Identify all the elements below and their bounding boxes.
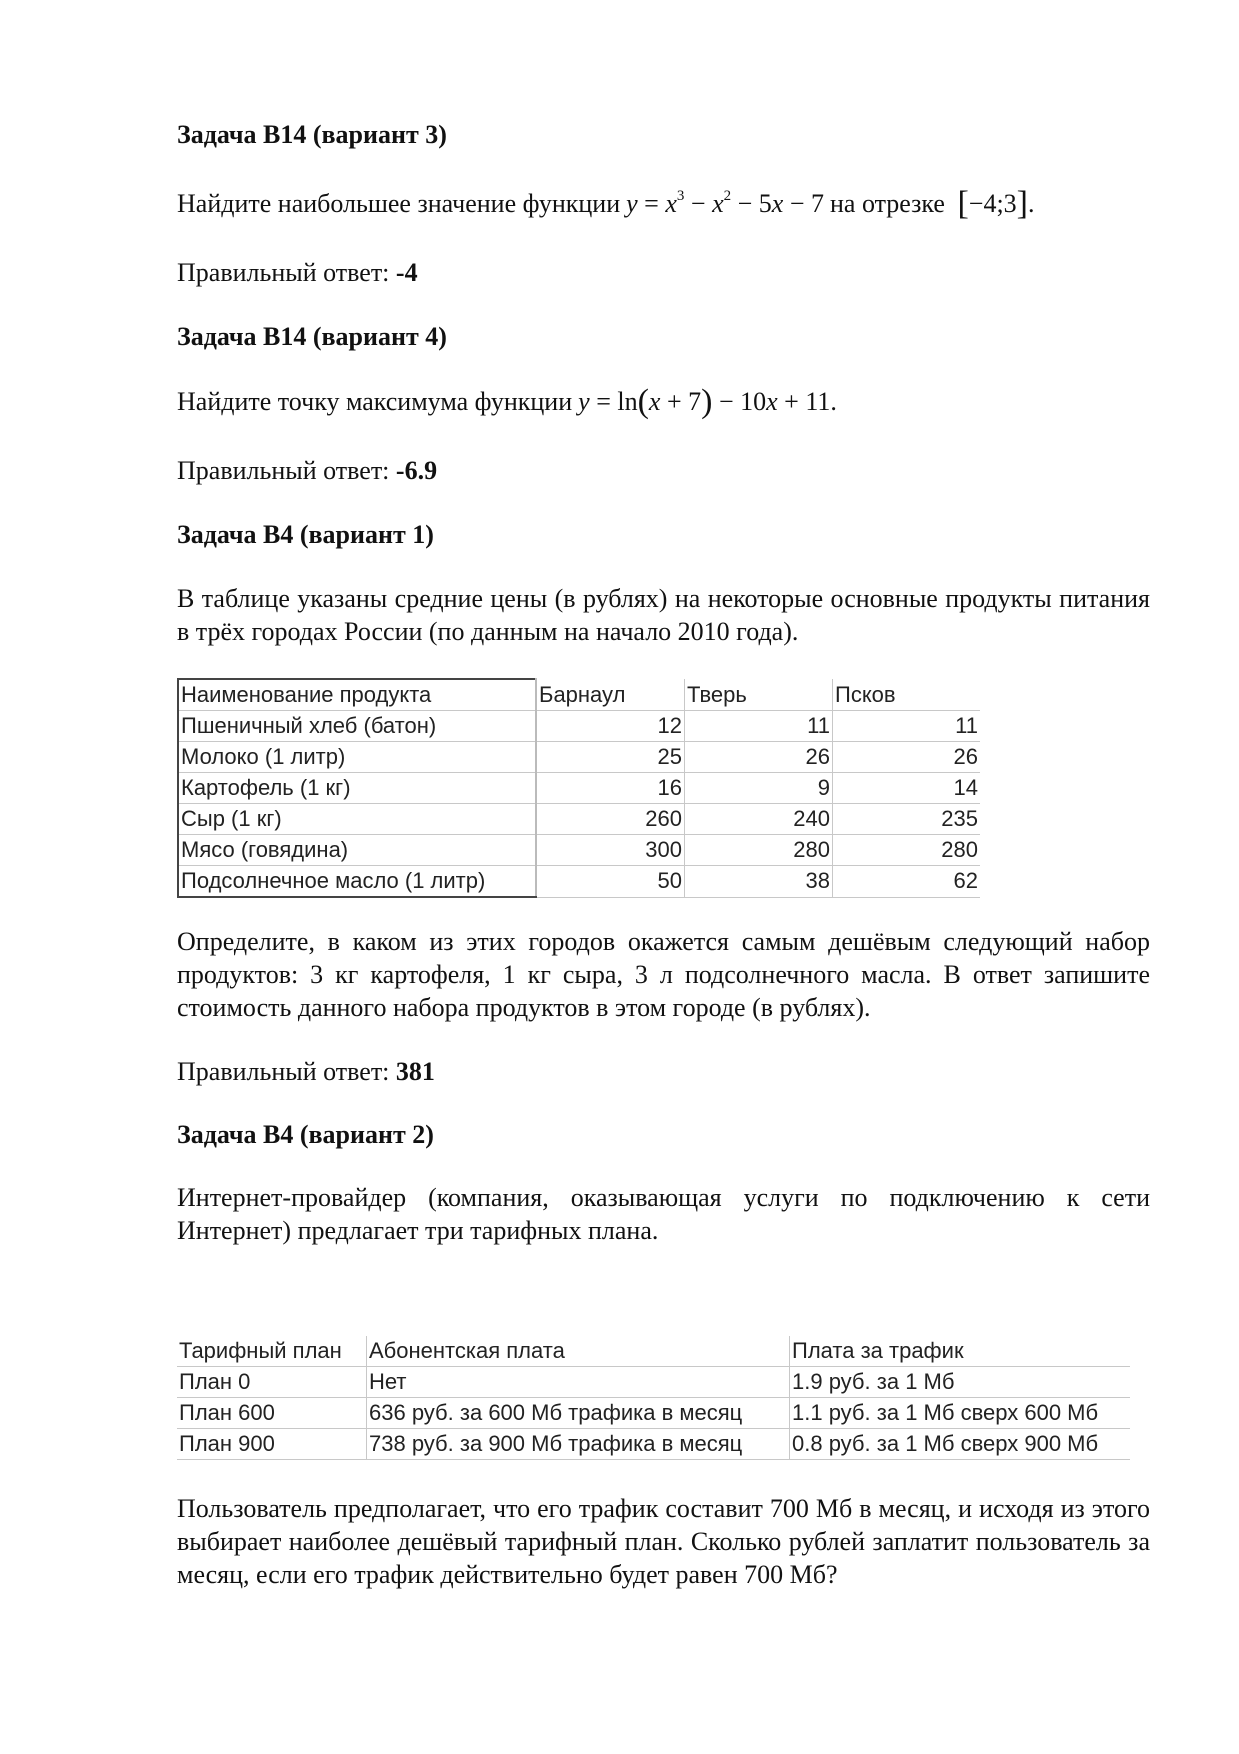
table-cell: Мясо (говядина) xyxy=(178,835,536,866)
table-cell: 14 xyxy=(833,773,981,804)
task-text xyxy=(177,186,1150,222)
answer-label: Правильный ответ: xyxy=(177,258,390,287)
answer-label: Правильный ответ: xyxy=(177,1057,390,1086)
table-cell: 11 xyxy=(833,711,981,742)
task-text-before: Найдите точку максимума функции xyxy=(177,387,573,416)
table-cell: 280 xyxy=(833,835,981,866)
task-question: Определите, в каком из этих городов окажется самым дешёвым следующий набор продуктов: 3 кг картофеля, 1 кг сыра, 3 л подсолнечного масла. В ответ запишите стоимость данного набора продуктов в этом городе (в рублях). xyxy=(177,927,1150,1022)
task-heading: Задача B4 (вариант 1) xyxy=(177,520,434,549)
table-row xyxy=(178,804,980,835)
task-intro: Интернет-провайдер (компания, оказывающая услуги по подключению к сети Интернет) предлагает три тарифных плана. xyxy=(177,1183,1150,1245)
table-cell: 38 xyxy=(685,866,833,898)
answer-line xyxy=(177,456,437,486)
table-cell: 738 руб. за 900 Мб трафика в месяц xyxy=(367,1429,790,1460)
answer-label: Правильный ответ: xyxy=(177,456,390,485)
table-cell: Пшеничный хлеб (батон) xyxy=(178,711,536,742)
table-cell: 235 xyxy=(833,804,981,835)
answer-line xyxy=(177,258,418,288)
table-cell: Нет xyxy=(367,1367,790,1398)
table-row xyxy=(178,866,980,898)
table-row xyxy=(177,1429,1130,1460)
task-text xyxy=(177,384,1150,420)
function-formula: $y = x^3 - x^2 - 5x - 7$ xyxy=(626,188,824,218)
task-heading: Задача B4 (вариант 2) xyxy=(177,1120,434,1149)
table-cell: 9 xyxy=(685,773,833,804)
task-question: Пользователь предполагает, что его трафик составит 700 Мб в месяц, и исходя из этого выбирает наиболее дешёвый тарифный план. Сколько рублей заплатит пользователь за месяц, если его трафик действительно будет равен 700 Мб? xyxy=(177,1494,1150,1589)
table-cell: 1.9 руб. за 1 Мб xyxy=(790,1367,1131,1398)
table-cell: 12 xyxy=(536,711,685,742)
table-cell: 62 xyxy=(833,866,981,898)
task-text-before: Найдите наибольшее значение функции xyxy=(177,189,621,218)
prices-table xyxy=(177,678,980,898)
table-cell: Сыр (1 кг) xyxy=(178,804,536,835)
interval: [−4;3]. xyxy=(957,185,1035,222)
table-header-cell: Барнаул xyxy=(536,679,685,711)
task-heading: Задача B14 (вариант 4) xyxy=(177,322,447,351)
table-cell: План 900 xyxy=(177,1429,367,1460)
table-cell: 260 xyxy=(536,804,685,835)
table-cell: Молоко (1 литр) xyxy=(178,742,536,773)
table-cell: 300 xyxy=(536,835,685,866)
table-cell: План 600 xyxy=(177,1398,367,1429)
table-header-cell: Тарифный план xyxy=(177,1336,367,1367)
table-cell: 636 руб. за 600 Мб трафика в месяц xyxy=(367,1398,790,1429)
table-row xyxy=(177,1398,1130,1429)
answer-line xyxy=(177,1057,435,1087)
task-text-after: на отрезке xyxy=(830,189,945,218)
task-heading: Задача B14 (вариант 3) xyxy=(177,120,447,149)
table-cell: 280 xyxy=(685,835,833,866)
table-row xyxy=(177,1367,1130,1398)
function-formula: y = ln(x + 7) − 10x + 11. xyxy=(578,383,837,420)
table-cell: 1.1 руб. за 1 Мб сверх 600 Мб xyxy=(790,1398,1131,1429)
table-cell: 26 xyxy=(685,742,833,773)
answer-value: -6.9 xyxy=(395,456,438,485)
table-cell: Подсолнечное масло (1 литр) xyxy=(178,866,536,898)
table-cell: 0.8 руб. за 1 Мб сверх 900 Мб xyxy=(790,1429,1131,1460)
answer-value: -4 xyxy=(395,258,418,287)
table-header-cell: Псков xyxy=(833,679,981,711)
table-row xyxy=(178,742,980,773)
table-header-row xyxy=(177,1336,1130,1367)
table-header-cell: Тверь xyxy=(685,679,833,711)
tariffs-table xyxy=(177,1336,1130,1460)
table-cell: 50 xyxy=(536,866,685,898)
table-row xyxy=(178,773,980,804)
answer-value: 381 xyxy=(395,1057,435,1086)
table-cell: Картофель (1 кг) xyxy=(178,773,536,804)
table-cell: 16 xyxy=(536,773,685,804)
table-cell: План 0 xyxy=(177,1367,367,1398)
table-cell: 25 xyxy=(536,742,685,773)
table-cell: 240 xyxy=(685,804,833,835)
table-row xyxy=(178,835,980,866)
table-header-cell: Плата за трафик xyxy=(790,1336,1131,1367)
task-intro: В таблице указаны средние цены (в рублях) на некоторые основные продукты питания в трёх городах России (по данным на начало 2010 года). xyxy=(177,584,1150,646)
table-cell: 11 xyxy=(685,711,833,742)
table-cell: 26 xyxy=(833,742,981,773)
table-header-row xyxy=(178,679,980,711)
table-row xyxy=(178,711,980,742)
table-header-cell: Абонентская плата xyxy=(367,1336,790,1367)
table-header-cell: Наименование продукта xyxy=(178,679,536,711)
